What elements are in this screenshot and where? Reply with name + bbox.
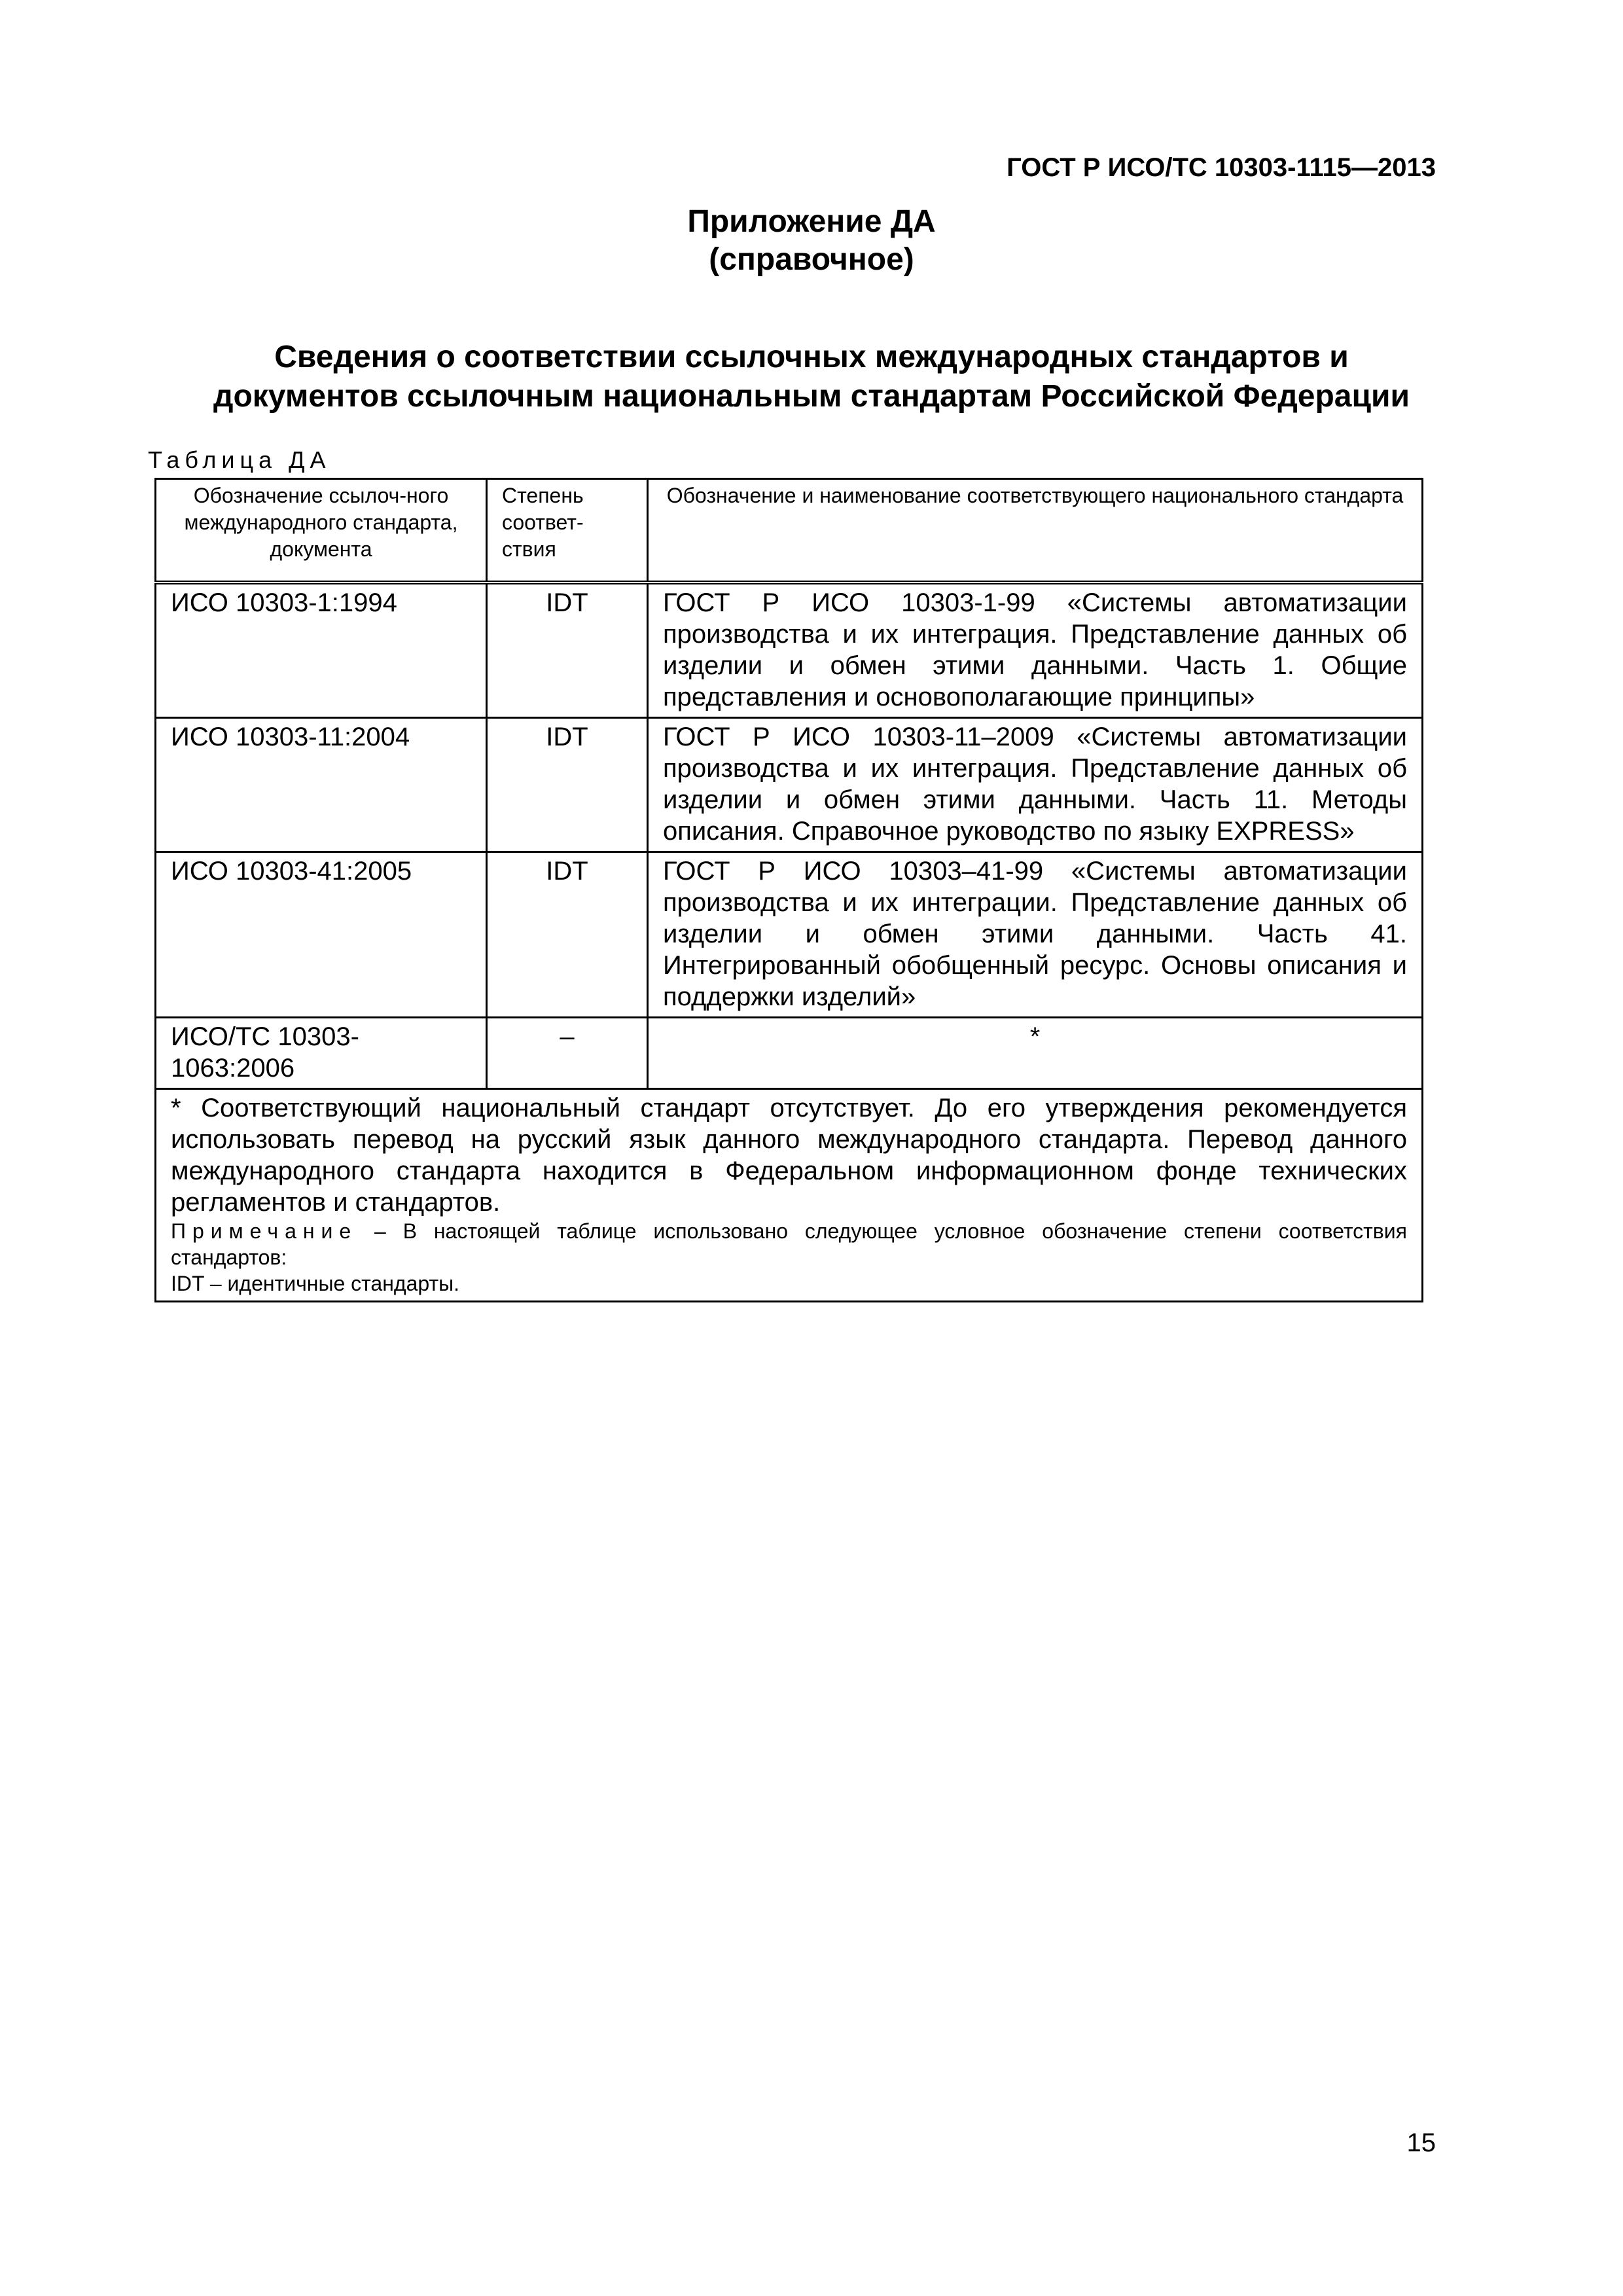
header-national-standard: Обозначение и наименование соответствующего национального стандарта <box>648 479 1423 583</box>
header-degree: Степень соответ-ствия <box>487 479 648 583</box>
cell-degree: IDT <box>487 583 648 718</box>
table-row <box>156 583 1423 718</box>
table-note <box>171 1218 1407 1270</box>
correspondence-table-container <box>154 478 1421 1302</box>
table-notes-cell <box>156 1089 1423 1302</box>
cell-iso: ИСО 10303-11:2004 <box>156 718 487 852</box>
cell-iso: ИСО/ТС 10303-1063:2006 <box>156 1018 487 1089</box>
cell-iso: ИСО 10303-41:2005 <box>156 852 487 1018</box>
header-iso-designation: Обозначение ссылоч-ного международного стандарта, документа <box>156 479 487 583</box>
page-number: 15 <box>1406 2128 1436 2157</box>
table-caption: Таблица ДА <box>148 446 331 473</box>
table-header-row <box>156 479 1423 583</box>
cell-national: ГОСТ Р ИСО 10303–41-99 «Системы автоматизации производства и их интеграции. Представление данных об изделии и обмен этими данными. Часть 41. Интегрированный обобщенный ресурс. Основы описания и поддержки изделий» <box>648 852 1423 1018</box>
correspondence-table <box>154 478 1423 1302</box>
cell-degree: – <box>487 1018 648 1089</box>
section-title-line-2: документов ссылочным национальным стандартам Российской Федерации <box>213 379 1410 414</box>
note-text: – В настоящей таблице использовано следующее условное обозначение степени соответствия стандартов: <box>171 1219 1407 1269</box>
table-row <box>156 852 1423 1018</box>
cell-national: ГОСТ Р ИСО 10303-11–2009 «Системы автоматизации производства и их интеграция. Представление данных об изделии и обмен этими данными. Часть 11. Методы описания. Справочное руководство по языку EXPRESS» <box>648 718 1423 852</box>
annex-heading <box>0 203 1623 279</box>
note-idt-definition: IDT – идентичные стандарты. <box>171 1272 459 1295</box>
cell-degree: IDT <box>487 852 648 1018</box>
note-label: Примечание <box>171 1219 358 1243</box>
cell-national: * <box>648 1018 1423 1089</box>
section-title <box>0 338 1623 416</box>
annex-subtitle: (справочное) <box>709 242 914 277</box>
table-row <box>156 1018 1423 1089</box>
cell-national: ГОСТ Р ИСО 10303-1-99 «Системы автоматизации производства и их интеграция. Представление данных об изделии и обмен этими данными. Часть 1. Общие представления и основополагающие принципы» <box>648 583 1423 718</box>
cell-iso: ИСО 10303-1:1994 <box>156 583 487 718</box>
table-footnote: * Соответствующий национальный стандарт отсутствует. До его утверждения рекомендуется использовать перевод на русский язык данного международного стандарта. Перевод данного международного стандарта находится в Федеральном информационном фонде технических регламентов и стандартов. <box>171 1094 1407 1217</box>
document-code: ГОСТ Р ИСО/ТС 10303-1115—2013 <box>1007 153 1436 182</box>
section-title-line-1: Сведения о соответствии ссылочных международных стандартов и <box>274 340 1349 374</box>
annex-title: Приложение ДА <box>687 204 936 239</box>
table-row <box>156 718 1423 852</box>
table-footnote-row <box>156 1089 1423 1302</box>
cell-degree: IDT <box>487 718 648 852</box>
